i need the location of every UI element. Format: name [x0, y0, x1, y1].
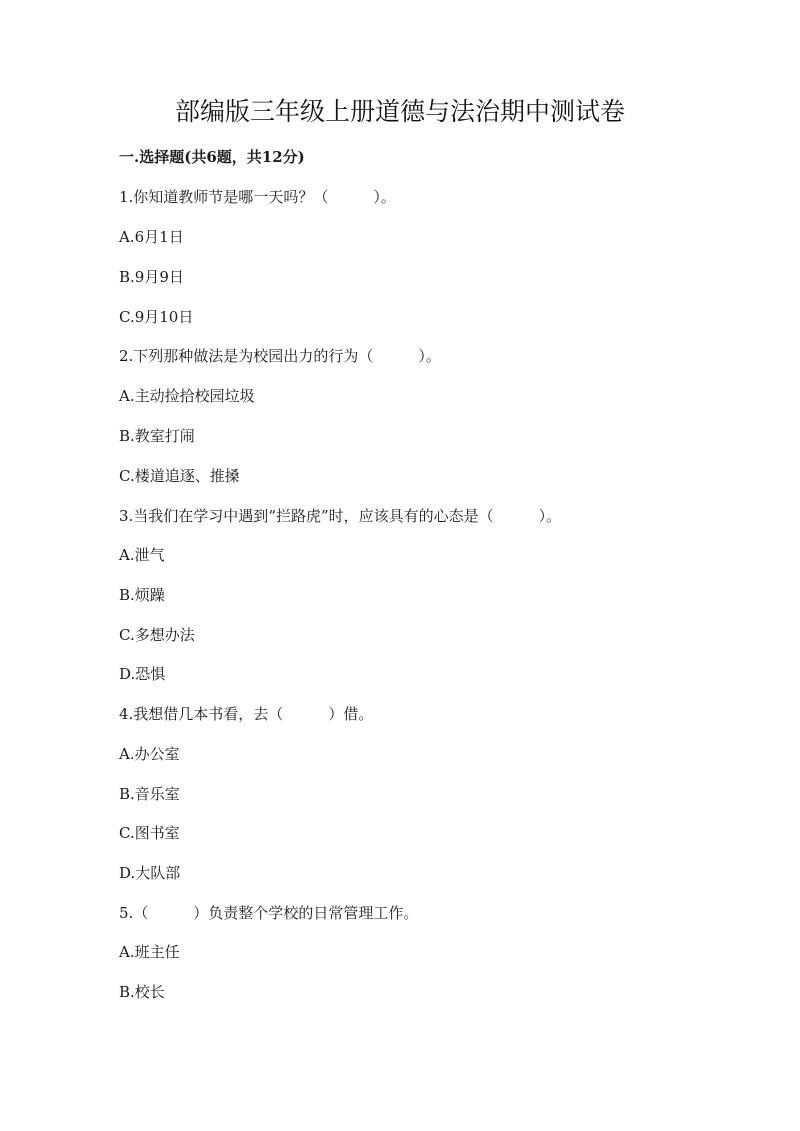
section-header: 一.选择题(共6题，共12分) — [119, 148, 305, 166]
question-3-option-d: D.恐惧 — [119, 665, 166, 683]
question-3-option-c: C.多想办法 — [119, 626, 195, 644]
question-stem-1: 1.你知道教师节是哪一天吗？（ ）。 — [119, 188, 396, 206]
question-4-option-c: C.图书室 — [119, 824, 180, 842]
question-1-option-a: A.6月1日 — [119, 228, 184, 246]
question-5-option-a: A.班主任 — [119, 943, 180, 961]
question-stem-3: 3.当我们在学习中遇到“拦路虎”时，应该具有的心态是（ ）。 — [119, 507, 562, 525]
question-1-option-c: C.9月10日 — [119, 308, 194, 326]
question-3-option-a: A.泄气 — [119, 546, 165, 564]
question-1-option-b: B.9月9日 — [119, 268, 184, 286]
question-2-option-c: C.楼道追逐、推搡 — [119, 467, 240, 485]
question-4-option-a: A.办公室 — [119, 745, 180, 763]
page-title: 部编版三年级上册道德与法治期中测试卷 — [174, 97, 625, 126]
question-stem-2: 2.下列那种做法是为校园出力的行为（ ）。 — [119, 347, 441, 365]
question-stem-5: 5.（ ）负责整个学校的日常管理工作。 — [119, 904, 419, 922]
question-3-option-b: B.烦躁 — [119, 586, 165, 604]
question-stem-4: 4.我想借几本书看，去（ ）借。 — [119, 705, 374, 723]
question-4-option-b: B.音乐室 — [119, 785, 180, 803]
question-2-option-a: A.主动捡拾校园垃圾 — [119, 387, 255, 405]
question-4-option-d: D.大队部 — [119, 864, 181, 882]
question-5-option-b: B.校长 — [119, 983, 165, 1001]
question-2-option-b: B.教室打闹 — [119, 427, 195, 445]
